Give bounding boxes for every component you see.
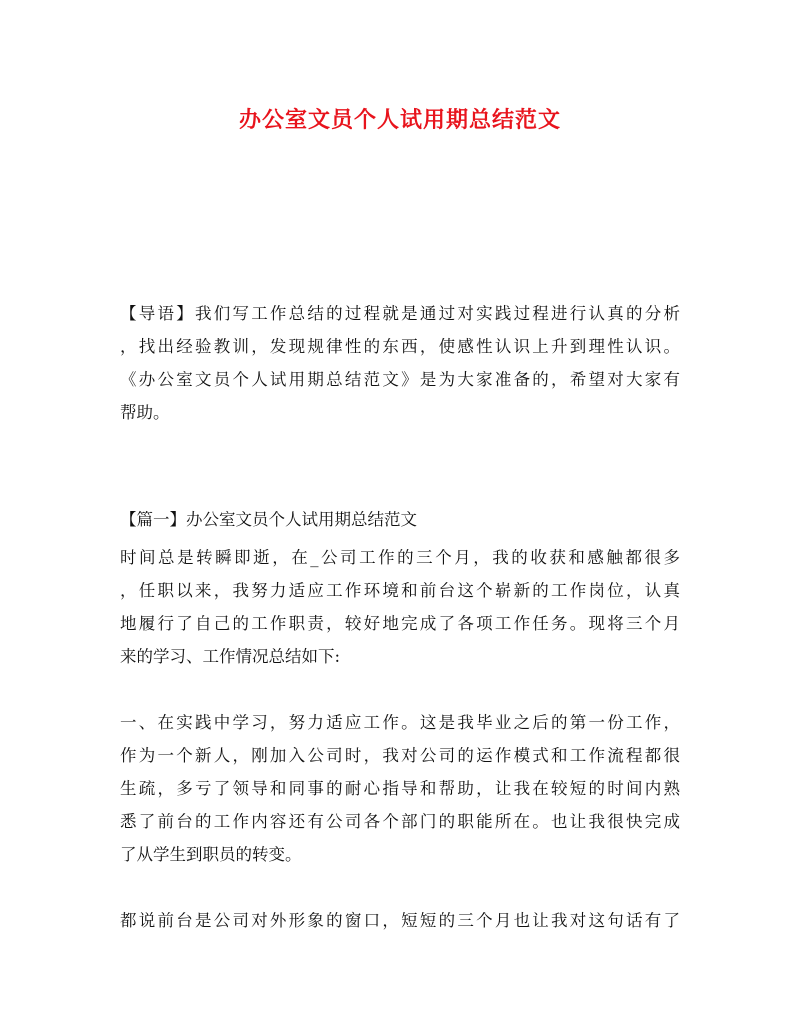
paragraph-line: 都说前台是公司对外形象的窗口，短短的三个月也让我对这句话有了 xyxy=(120,911,680,930)
paragraph-line: 一、在实践中学习，努力适应工作。这是我毕业之后的第一份工作， xyxy=(120,713,680,732)
section-heading: 【篇一】办公室文员个人试用期总结范文 xyxy=(120,510,417,529)
paragraph-line: 了从学生到职员的转变。 xyxy=(120,845,302,864)
paragraph-line: 时间总是转瞬即逝，在_公司工作的三个月，我的收获和感触都很多 xyxy=(120,548,680,567)
intro-line: ，找出经验教训，发现规律性的东西，使感性认识上升到理性认识。 xyxy=(120,337,680,356)
document-title: 办公室文员个人试用期总结范文 xyxy=(238,107,561,133)
intro-line: 【导语】我们写工作总结的过程就是通过对实践过程进行认真的分析 xyxy=(120,304,680,323)
intro-line: 帮助。 xyxy=(120,403,170,422)
paragraph-line: 地履行了自己的工作职责，较好地完成了各项工作任务。现将三个月 xyxy=(120,614,680,633)
body-paragraph-3 xyxy=(120,904,680,937)
body-paragraph-1 xyxy=(120,541,680,673)
body-paragraph-2 xyxy=(120,706,680,871)
paragraph-line: 作为一个新人，刚加入公司时，我对公司的运作模式和工作流程都很 xyxy=(120,746,680,765)
paragraph-line: ，任职以来，我努力适应工作环境和前台这个崭新的工作岗位，认真 xyxy=(120,581,680,600)
paragraph-line: 悉了前台的工作内容还有公司各个部门的职能所在。也让我很快完成 xyxy=(120,812,680,831)
paragraph-line: 来的学习、工作情况总结如下: xyxy=(120,647,341,666)
section-heading-block xyxy=(120,503,680,536)
intro-paragraph xyxy=(120,297,680,429)
paragraph-line: 生疏，多亏了领导和同事的耐心指导和帮助，让我在较短的时间内熟 xyxy=(120,779,680,798)
intro-line: 《办公室文员个人试用期总结范文》是为大家准备的，希望对大家有 xyxy=(120,370,680,389)
